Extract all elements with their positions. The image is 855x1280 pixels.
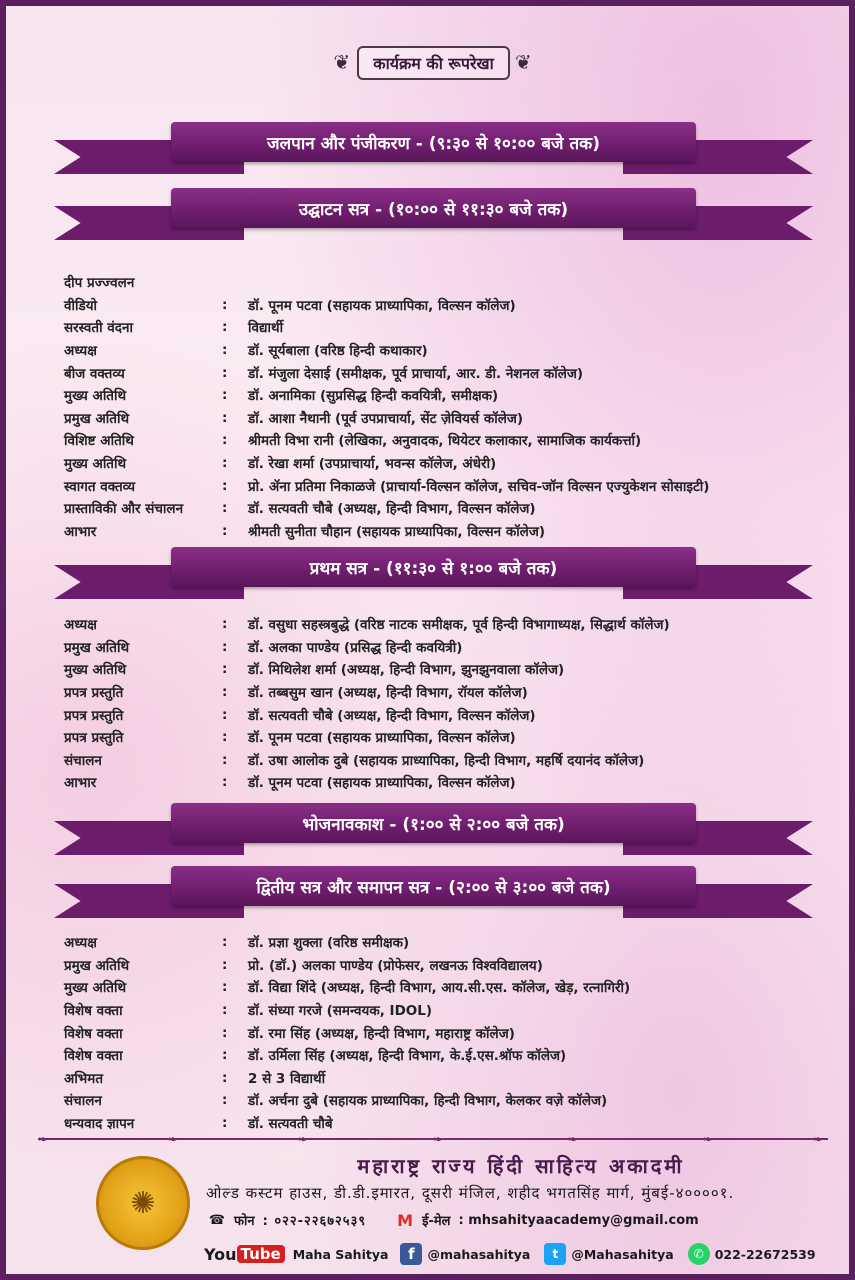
youtube-handle[interactable]: Maha Sahitya	[292, 1246, 389, 1262]
schedule-person: डॉ. रमा सिंह (अध्यक्ष, हिन्दी विभाग, महाराष्ट्र कॉलेज)	[248, 1025, 515, 1042]
schedule-row	[64, 407, 844, 430]
schedule-role: प्रपत्र प्रस्तुति	[64, 707, 124, 724]
ornament-right-icon: ❦	[514, 50, 534, 74]
inaugural-schedule	[64, 271, 844, 542]
schedule-row	[64, 1021, 844, 1044]
schedule-person: श्रीमती सुनीता चौहान (सहायक प्राध्यापिका, विल्सन कॉलेज)	[248, 523, 546, 540]
schedule-row	[64, 361, 844, 384]
schedule-separator: :	[222, 342, 228, 359]
schedule-separator: :	[222, 774, 228, 791]
schedule-role: बीज वक्तव्य	[64, 365, 125, 382]
facebook-handle[interactable]: @mahasahitya	[427, 1246, 531, 1262]
schedule-separator: :	[222, 616, 228, 633]
schedule-separator: :	[222, 1115, 228, 1132]
schedule-person: डॉ. उर्मिला सिंह (अध्यक्ष, हिन्दी विभाग, के.ई.एस.श्रॉफ कॉलेज)	[248, 1048, 567, 1065]
schedule-separator: :	[222, 751, 228, 768]
banner-first-session	[6, 547, 855, 599]
schedule-separator: :	[222, 1024, 228, 1041]
schedule-person: डॉ. आशा नैथानी (पूर्व उपप्राचार्या, सेंट ज़ेवियर्स कॉलेज)	[248, 410, 524, 427]
schedule-person: प्रो. (डॉ.) अलका पाण्डेय (प्रोफेसर, लखनऊ विश्वविद्यालय)	[248, 957, 543, 974]
schedule-person: डॉ. सूर्यबाला (वरिष्ठ हिन्दी कथाकार)	[248, 343, 428, 360]
schedule-separator: :	[222, 296, 228, 313]
schedule-row	[64, 271, 844, 294]
schedule-role: स्वागत वक्तव्य	[64, 478, 136, 495]
schedule-separator: :	[222, 522, 228, 539]
schedule-row	[64, 1112, 844, 1135]
schedule-role: मुख्य अतिथि	[64, 388, 127, 405]
schedule-separator: :	[222, 684, 228, 701]
contact-row	[206, 1211, 836, 1229]
ornament-left-icon: ❦	[333, 50, 353, 74]
schedule-person: डॉ. मंजुला देसाई (समीक्षक, पूर्व प्राचार्या, आर. डी. नेशनल कॉलेज)	[248, 365, 584, 382]
schedule-separator: :	[222, 729, 228, 746]
schedule-separator: :	[222, 387, 228, 404]
schedule-person: 2 से 3 विद्यार्थी	[248, 1070, 326, 1087]
schedule-person: डॉ. तब्बसुम खान (अध्यक्ष, हिन्दी विभाग, रॉयल कॉलेज)	[248, 685, 528, 702]
first-session-schedule	[64, 613, 844, 794]
schedule-role: प्रास्ताविकी और संचालन	[64, 501, 184, 518]
schedule-separator: :	[222, 477, 228, 494]
schedule-separator: :	[222, 432, 228, 449]
academy-info	[206, 1152, 836, 1203]
schedule-row	[64, 1044, 844, 1067]
program-title: कार्यक्रम की रूपरेखा	[357, 46, 509, 80]
schedule-person: डॉ. सत्यवती चौबे	[248, 1116, 333, 1133]
schedule-person: डॉ. अलका पाण्डेय (प्रसिद्ध हिन्दी कवयित्री)	[248, 639, 463, 656]
schedule-separator: :	[222, 500, 228, 517]
schedule-row	[64, 658, 844, 681]
email-label: ई-मेल	[422, 1214, 451, 1229]
schedule-role: प्रपत्र प्रस्तुति	[64, 730, 124, 747]
schedule-row	[64, 954, 844, 977]
schedule-separator: :	[222, 364, 228, 381]
schedule-separator: :	[222, 934, 228, 951]
schedule-person: डॉ. वसुधा सहस्त्रबुद्धे (वरिष्ठ नाटक समीक्षक, पूर्व हिन्दी विभागाध्यक्ष, सिद्धार्थ कॉलेज)	[248, 617, 670, 634]
schedule-row	[64, 1089, 844, 1112]
youtube-icon[interactable]	[204, 1245, 293, 1264]
schedule-row	[64, 429, 844, 452]
schedule-row	[64, 452, 844, 475]
schedule-person: डॉ. संध्या गरजे (समन्वयक, IDOL)	[248, 1003, 433, 1020]
schedule-person: डॉ. सत्यवती चौबे (अध्यक्ष, हिन्दी विभाग, विल्सन कॉलेज)	[248, 707, 536, 724]
schedule-role: संचालन	[64, 752, 102, 769]
schedule-row	[64, 976, 844, 999]
schedule-row	[64, 613, 844, 636]
schedule-separator: :	[222, 1002, 228, 1019]
schedule-role: धन्यवाद ज्ञापन	[64, 1116, 135, 1133]
schedule-separator: :	[222, 1069, 228, 1086]
banner-refreshment	[6, 122, 855, 174]
schedule-role: प्रपत्र प्रस्तुति	[64, 685, 124, 702]
schedule-role: विशेष वक्ता	[64, 1003, 123, 1020]
schedule-role: मुख्य अतिथि	[64, 456, 127, 473]
schedule-row	[64, 681, 844, 704]
gmail-icon: M	[397, 1210, 414, 1230]
schedule-separator: :	[222, 706, 228, 723]
schedule-person: डॉ. मिथिलेश शर्मा (अध्यक्ष, हिन्दी विभाग, झुनझुनवाला कॉलेज)	[248, 662, 565, 679]
banner-refreshment-label: जलपान और पंजीकरण - (९:३० से १०:०० बजे तक)	[171, 122, 696, 162]
schedule-row	[64, 520, 844, 543]
twitter-handle[interactable]: @Mahasahitya	[571, 1246, 674, 1262]
schedule-row	[64, 1067, 844, 1090]
banner-inaugural-label: उद्घाटन सत्र - (१०:०० से ११:३० बजे तक)	[171, 188, 696, 228]
schedule-row	[64, 999, 844, 1022]
schedule-role: प्रमुख अतिथि	[64, 639, 130, 656]
schedule-role: आभार	[64, 775, 97, 792]
social-row	[204, 1243, 844, 1265]
schedule-person: विद्यार्थी	[248, 320, 284, 337]
schedule-separator: :	[222, 409, 228, 426]
email-address[interactable]: : mhsahityaacademy@gmail.com	[458, 1212, 699, 1228]
schedule-role: दीप प्रज्ज्वलन	[64, 275, 135, 292]
schedule-role: अध्यक्ष	[64, 617, 97, 634]
second-session-schedule	[64, 931, 844, 1134]
schedule-person: डॉ. अनामिका (सुप्रसिद्ध हिन्दी कवयित्री, समीक्षक)	[248, 388, 499, 405]
youtube-you: You	[204, 1244, 237, 1264]
footer-divider: ❧ ❧ ❧ ❧ ❧ ❧ ❧	[38, 1138, 828, 1148]
schedule-person: डॉ. प्रज्ञा शुक्ला (वरिष्ठ समीक्षक)	[248, 935, 410, 952]
schedule-row	[64, 703, 844, 726]
academy-address: ओल्ड कस्टम हाउस, डी.डी.इमारत, दूसरी मंजिल, शहीद भगतसिंह मार्ग, मुंबई-४००००१.	[206, 1184, 735, 1202]
phone-icon: ☎	[208, 1212, 226, 1228]
phone-label: फोन	[234, 1214, 255, 1229]
schedule-separator: :	[222, 661, 228, 678]
twitter-icon[interactable]: t	[544, 1243, 566, 1265]
schedule-separator: :	[222, 956, 228, 973]
schedule-row	[64, 497, 844, 520]
schedule-person: प्रो. ॲना प्रतिमा निकाळजे (प्राचार्या-विल्सन कॉलेज, सचिव-जॉन विल्सन एज्युकेशन सोसाइटी)	[248, 478, 710, 495]
whatsapp-number[interactable]: 022-22672539	[714, 1246, 816, 1262]
schedule-person: श्रीमती विभा रानी (लेखिका, अनुवादक, थियेटर कलाकार, सामाजिक कार्यकर्त्ता)	[248, 433, 642, 450]
schedule-separator: :	[222, 638, 228, 655]
schedule-row	[64, 636, 844, 659]
banner-lunch	[6, 803, 855, 855]
whatsapp-icon[interactable]: ✆	[688, 1243, 710, 1265]
program-heading	[6, 46, 855, 80]
schedule-role: मुख्य अतिथि	[64, 662, 127, 679]
schedule-role: आभार	[64, 523, 97, 540]
schedule-person: डॉ. उषा आलोक दुबे (सहायक प्राध्यापिका, हिन्दी विभाग, महर्षि दयानंद कॉलेज)	[248, 752, 645, 769]
banner-lunch-label: भोजनावकाश - (१:०० से २:०० बजे तक)	[171, 803, 696, 843]
schedule-person: डॉ. विद्या शिंदे (अध्यक्ष, हिन्दी विभाग, आय.सी.एस. कॉलेज, खेड़, रत्नागिरी)	[248, 980, 631, 997]
schedule-role: अभिमत	[64, 1070, 104, 1087]
schedule-row	[64, 316, 844, 339]
schedule-role: प्रमुख अतिथि	[64, 957, 130, 974]
schedule-person: डॉ. पूनम पटवा (सहायक प्राध्यापिका, विल्सन कॉलेज)	[248, 297, 516, 314]
schedule-person: डॉ. रेखा शर्मा (उपप्राचार्या, भवन्स कॉलेज, अंधेरी)	[248, 456, 497, 473]
youtube-tube: Tube	[237, 1245, 285, 1263]
schedule-row	[64, 931, 844, 954]
schedule-person: डॉ. पूनम पटवा (सहायक प्राध्यापिका, विल्सन कॉलेज)	[248, 775, 516, 792]
phone-number[interactable]: : ०२२-२२६७२५३९	[262, 1214, 367, 1229]
schedule-row	[64, 474, 844, 497]
schedule-role: अध्यक्ष	[64, 343, 97, 360]
schedule-row	[64, 294, 844, 317]
schedule-separator: :	[222, 455, 228, 472]
schedule-role: अध्यक्ष	[64, 935, 97, 952]
schedule-role: सरस्वती वंदना	[64, 320, 133, 337]
academy-name: महाराष्ट्र राज्य हिंदी साहित्य अकादमी	[357, 1154, 685, 1178]
schedule-row	[64, 771, 844, 794]
schedule-role: संचालन	[64, 1093, 102, 1110]
schedule-role: वीडियो	[64, 297, 98, 314]
academy-seal: ✺	[96, 1156, 190, 1250]
banner-second-session	[6, 866, 855, 918]
schedule-row	[64, 726, 844, 749]
schedule-role: विशेष वक्ता	[64, 1025, 123, 1042]
schedule-role: प्रमुख अतिथि	[64, 410, 130, 427]
schedule-separator: :	[222, 319, 228, 336]
schedule-person: डॉ. अर्चना दुबे (सहायक प्राध्यापिका, हिन्दी विभाग, केलकर वज़े कॉलेज)	[248, 1093, 608, 1110]
schedule-person: डॉ. पूनम पटवा (सहायक प्राध्यापिका, विल्सन कॉलेज)	[248, 730, 516, 747]
banner-first-session-label: प्रथम सत्र - (११:३० से १:०० बजे तक)	[171, 547, 696, 587]
schedule-separator: :	[222, 1092, 228, 1109]
schedule-person: डॉ. सत्यवती चौबे (अध्यक्ष, हिन्दी विभाग, विल्सन कॉलेज)	[248, 501, 536, 518]
schedule-row	[64, 749, 844, 772]
banner-inaugural	[6, 188, 855, 240]
schedule-row	[64, 384, 844, 407]
facebook-icon[interactable]: f	[400, 1243, 422, 1265]
schedule-row	[64, 339, 844, 362]
schedule-role: मुख्य अतिथि	[64, 980, 127, 997]
banner-second-session-label: द्वितीय सत्र और समापन सत्र - (२:०० से ३:०० बजे तक)	[171, 866, 696, 906]
schedule-separator: :	[222, 979, 228, 996]
schedule-role: विशेष वक्ता	[64, 1048, 123, 1065]
schedule-role: विशिष्ट अतिथि	[64, 433, 134, 450]
schedule-separator: :	[222, 1047, 228, 1064]
